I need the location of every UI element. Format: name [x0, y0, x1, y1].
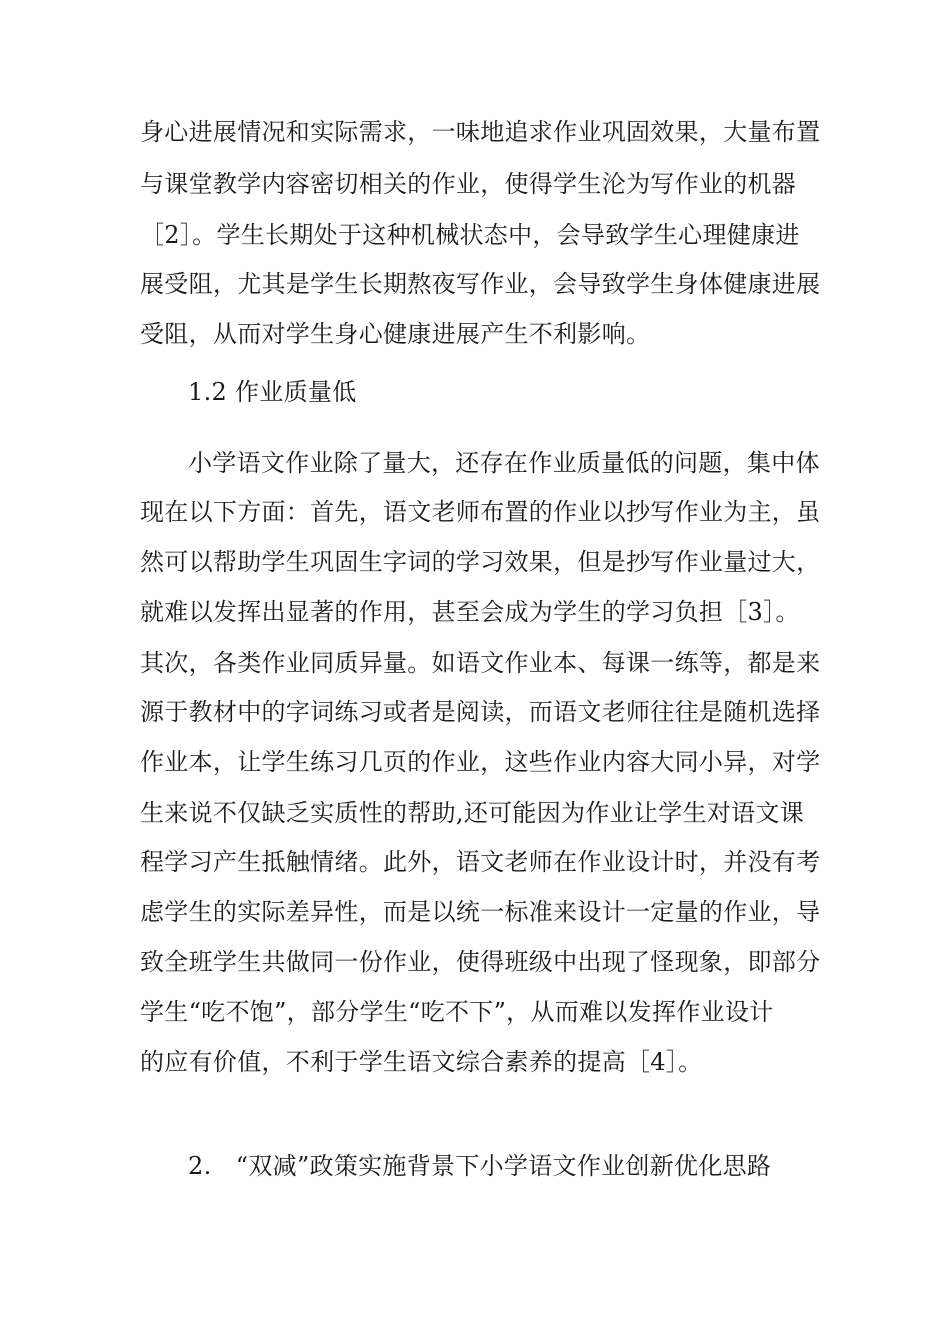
paragraph-line: 受阻，从而对学生身心健康进展产生不利影响。	[140, 320, 651, 348]
paragraph-line: 小学语文作业除了量大，还存在作业质量低的问题，集中体	[188, 449, 820, 477]
paragraph-line: 与课堂教学内容密切相关的作业，使得学生沦为写作业的机器	[140, 170, 797, 198]
paragraph-line: ［2］。学生长期处于这种机械状态中，会导致学生心理健康进	[140, 221, 800, 249]
paragraph-line: 程学习产生抵触情绪。此外，语文老师在作业设计时，并没有考	[140, 848, 821, 876]
paragraph-line: 就难以发挥出显著的作用，甚至会成为学生的学习负担［3］。	[140, 598, 800, 626]
paragraph-line: 生来说不仅缺乏实质性的帮助,还可能因为作业让学生对语文课	[140, 799, 805, 827]
paragraph-line: 作业本，让学生练习几页的作业，这些作业内容大同小异，对学	[140, 748, 821, 776]
paragraph-line: 的应有价值，不利于学生语文综合素养的提高［4］。	[140, 1048, 703, 1076]
paragraph-line: 学生“吃不饱”，部分学生“吃不下”，从而难以发挥作业设计	[140, 998, 774, 1026]
paragraph-line: 展受阻，尤其是学生长期熬夜写作业，会导致学生身体健康进展	[140, 270, 821, 298]
paragraph-line: 然可以帮助学生巩固生字词的学习效果，但是抄写作业量过大，	[140, 548, 821, 576]
paragraph-line: 源于教材中的字词练习或者是阅读，而语文老师往往是随机选择	[140, 698, 821, 726]
section-heading: 2. “双减”政策实施背景下小学语文作业创新优化思路	[188, 1152, 772, 1180]
paragraph-line: 虑学生的实际差异性，而是以统一标准来设计一定量的作业，导	[140, 898, 821, 926]
paragraph-line: 现在以下方面：首先，语文老师布置的作业以抄写作业为主，虽	[140, 498, 821, 526]
paragraph-line: 身心进展情况和实际需求，一味地追求作业巩固效果，大量布置	[140, 118, 821, 146]
paragraph-line: 其次，各类作业同质异量。如语文作业本、每课一练等，都是来	[140, 649, 821, 677]
paragraph-line: 致全班学生共做同一份作业，使得班级中出现了怪现象，即部分	[140, 948, 821, 976]
section-heading: 1.2 作业质量低	[188, 378, 357, 406]
